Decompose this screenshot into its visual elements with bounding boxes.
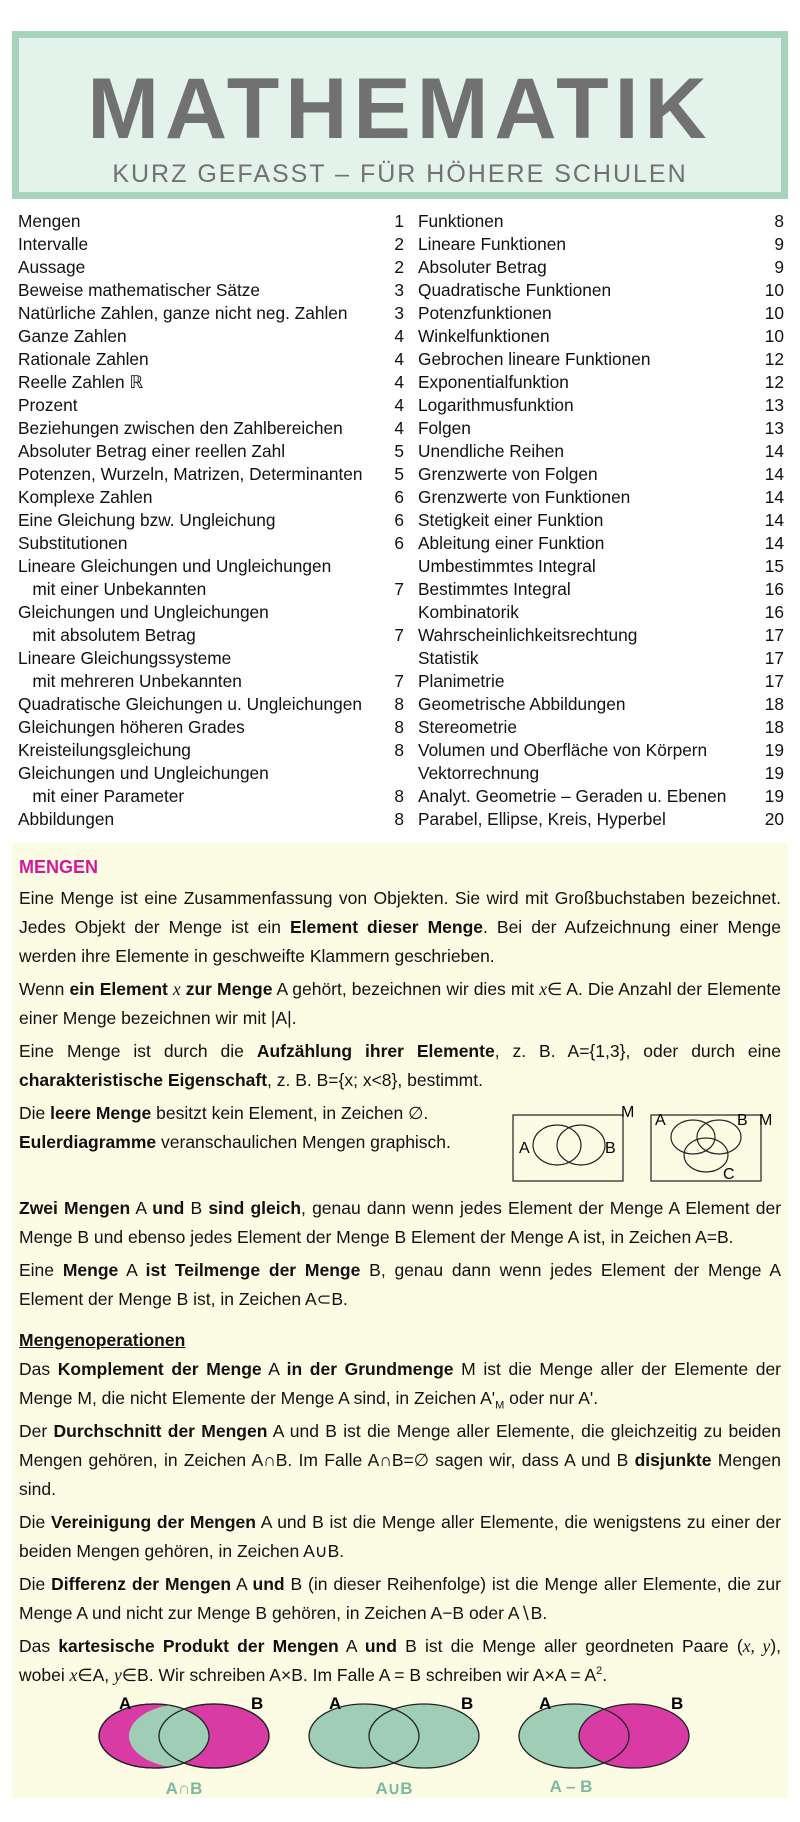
toc-entry-title: Gleichungen und Ungleichungen (18, 602, 269, 622)
toc-entry-title: Analyt. Geometrie – Geraden u. Ebenen (418, 786, 727, 806)
toc-entry-page: 19 (764, 786, 784, 806)
page-subtitle: KURZ GEFASST – FÜR HÖHERE SCHULEN (112, 160, 688, 188)
paragraph-eulerdiagramme: Eulerdiagramme veranschaulichen Mengen graphisch. (19, 1132, 451, 1152)
toc-right-column (418, 210, 784, 831)
toc-entry-title: Parabel, Ellipse, Kreis, Hyperbel (418, 809, 666, 829)
paragraph-differenz: Die Differenz der Mengen A und B (in dieser Reihenfolge) ist die Menge aller Elemente, die zur Menge A und nicht zur Menge B gehören, in Zeichen A−B oder A∖B. (19, 1574, 781, 1623)
toc-entry-page: 8 (394, 694, 404, 714)
toc-entry-page: 19 (764, 763, 784, 783)
toc-entry-title: Umbestimmtes Integral (418, 556, 596, 576)
toc-entry (418, 256, 784, 279)
toc-entry (418, 808, 784, 831)
toc-entry (18, 325, 404, 348)
toc-entry (18, 394, 404, 417)
toc-entry-page: 5 (394, 464, 404, 484)
euler-label-m2: M (759, 1112, 773, 1129)
toc-entry-title: Grenzwerte von Folgen (418, 464, 598, 484)
toc-entry-title: Komplexe Zahlen (18, 487, 153, 507)
toc-entry-page: 14 (764, 533, 784, 553)
toc-entry (18, 601, 404, 624)
toc-entry (18, 785, 404, 808)
page-title: MATHEMATIK (87, 61, 713, 157)
toc-entry-page: 3 (394, 280, 404, 300)
toc-entry (418, 417, 784, 440)
toc-entry (418, 394, 784, 417)
toc-entry-page: 10 (764, 280, 784, 300)
toc-entry-title: Quadratische Funktionen (418, 280, 612, 300)
euler-label-m: M (621, 1104, 635, 1121)
toc-entry-title: Eine Gleichung bzw. Ungleichung (18, 510, 276, 530)
toc-entry-page: 4 (394, 372, 404, 392)
euler-label-c2: C (723, 1166, 735, 1183)
toc-entry-page: 17 (764, 671, 784, 691)
toc-entry (18, 532, 404, 555)
toc-entry (418, 463, 784, 486)
toc-entry-title: Planimetrie (418, 671, 505, 691)
toc-entry-title: Rationale Zahlen (18, 349, 149, 369)
toc-entry-page: 9 (774, 257, 784, 277)
toc-entry (418, 509, 784, 532)
toc-entry (18, 670, 404, 693)
union-label-b: B (461, 1694, 474, 1713)
toc-entry-page: 8 (394, 740, 404, 760)
toc-entry (418, 302, 784, 325)
toc-entry-title: Gleichungen und Ungleichungen (18, 763, 269, 783)
paragraph-aufzaehlung: Eine Menge ist durch die Aufzählung ihrer Elemente, z. B. A={1,3}, oder durch eine charakteristische Eigenschaft, z. B. B={x; x<8}, bestimmt. (19, 1041, 781, 1090)
paragraph-kartesisch: Das kartesische Produkt der Mengen A und B ist die Menge aller geordneten Paare (x, y), wobei x∈A, y∈B. Wir schreiben A×B. Im Falle A = B schreiben wir $A\times A = A^2$. (19, 1636, 782, 1685)
toc-entry-page: 7 (394, 671, 404, 691)
toc-entry-page: 17 (764, 625, 784, 645)
toc-entry-title: Wahrscheinlichkeitsrechtung (418, 625, 638, 645)
toc-entry-title: Kreisteilungsgleichung (18, 740, 191, 760)
toc-entry-page: 14 (764, 510, 784, 530)
toc-entry (18, 762, 404, 785)
toc-entry-title: Exponentialfunktion (418, 372, 569, 392)
toc-entry (418, 762, 784, 785)
toc-entry-page: 12 (764, 372, 784, 392)
toc-entry (418, 486, 784, 509)
toc-entry (418, 785, 784, 808)
euler-text (19, 1099, 489, 1157)
toc-entry (18, 417, 404, 440)
union-caption: A∪B (375, 1779, 413, 1798)
toc-entry (18, 555, 404, 578)
paragraph-leere-menge: Die leere Menge besitzt kein Element, in Zeichen ∅. (19, 1103, 429, 1123)
toc-entry (418, 325, 784, 348)
section-title: MENGEN (19, 857, 99, 877)
paragraph-element: Wenn ein Element x zur Menge A gehört, bezeichnen wir dies mit x∈ A. Die Anzahl der Elemente einer Menge bezeichnen wir mit |A|. (19, 979, 781, 1028)
toc-entry-page (384, 601, 404, 624)
toc-entry (418, 532, 784, 555)
euler-label-b: B (605, 1140, 616, 1157)
toc-entry-page: 10 (764, 303, 784, 323)
toc-entry-page: 6 (394, 533, 404, 553)
euler-diagram-three-sets (651, 1112, 772, 1183)
toc-entry-title: Lineare Gleichungssysteme (18, 648, 232, 668)
toc-entry (18, 716, 404, 739)
toc-entry (418, 233, 784, 256)
toc-entry-title: Volumen und Oberfläche von Körpern (418, 740, 708, 760)
toc-entry (18, 693, 404, 716)
toc-entry-page: 2 (394, 234, 404, 254)
euler-diagram-two-sets (513, 1104, 634, 1181)
toc-entry-page: 3 (394, 303, 404, 323)
difference-diagram (519, 1694, 689, 1796)
toc-entry (18, 808, 404, 831)
toc-entry-page: 10 (764, 326, 784, 346)
intersection-label-a: A (119, 1694, 132, 1713)
toc-entry-title: Bestimmtes Integral (418, 579, 571, 599)
toc-entry-page: 15 (764, 556, 784, 576)
toc-entry-page: 8 (394, 786, 404, 806)
toc-entry-page: 18 (764, 694, 784, 714)
toc-entry-page: 20 (764, 809, 784, 829)
content-mengen (12, 843, 788, 1798)
paragraph-definition: Eine Menge ist eine Zusammenfassung von Objekten. Sie wird mit Großbuchstaben bezeichnet. Jedes Objekt der Menge ist ein Element dieser Menge. Bei der Aufzeichnung einer Menge werden ihre Elemente in geschweifte Klammern geschrieben. (19, 888, 781, 966)
toc-entry-title: Beziehungen zwischen den Zahlbereichen (18, 418, 343, 438)
intersection-caption: A∩B (165, 1779, 203, 1798)
toc-entry-title: mit einer Parameter (18, 786, 185, 806)
toc-entry (418, 716, 784, 739)
paragraph-durchschnitt: Der Durchschnitt der Mengen A und B ist die Menge aller Elemente, die gleichzeitig zu beiden Mengen gehören, in Zeichen A∩B. Im Falle A∩B=∅ sagen wir, dass A und B disjunkte Mengen sind. (19, 1421, 781, 1499)
toc-entry-title: mit absolutem Betrag (18, 625, 196, 645)
toc-entry-title: Substitutionen (18, 533, 128, 553)
toc-entry (418, 371, 784, 394)
toc-entry-page: 8 (774, 211, 784, 231)
toc-entry-page: 13 (764, 418, 784, 438)
toc-entry (18, 302, 404, 325)
toc-entry-title: Ganze Zahlen (18, 326, 127, 346)
toc-entry-page: 16 (764, 602, 784, 622)
euler-section (19, 1099, 781, 1194)
difference-label-b: B (671, 1694, 684, 1713)
set-operation-diagrams (19, 1694, 781, 1804)
toc-entry-page: 7 (394, 625, 404, 645)
toc-entry-title: Stereometrie (418, 717, 517, 737)
toc-entry-title: Lineare Funktionen (418, 234, 566, 254)
paragraph-vereinigung: Die Vereinigung der Mengen A und B ist die Menge aller Elemente, die wenigstens zu einer der beiden Mengen gehören, in Zeichen A∪B. (19, 1512, 781, 1561)
toc-entry (18, 624, 404, 647)
toc-entry-page (384, 762, 404, 785)
toc-entry-title: Kombinatorik (418, 602, 519, 622)
toc-entry (18, 509, 404, 532)
toc-entry (18, 578, 404, 601)
toc-entry (418, 693, 784, 716)
toc-entry-page: 2 (394, 257, 404, 277)
toc-entry (418, 578, 784, 601)
toc-entry-title: Winkelfunktionen (418, 326, 550, 346)
toc-entry-page: 13 (764, 395, 784, 415)
toc-entry-title: Intervalle (18, 234, 89, 254)
toc-entry-page: 4 (394, 395, 404, 415)
toc-entry-page: 4 (394, 418, 404, 438)
toc-entry-page: 16 (764, 579, 784, 599)
intersection-label-b: B (251, 1694, 264, 1713)
toc-entry (18, 739, 404, 762)
toc-entry-page: 18 (764, 717, 784, 737)
toc-entry-page: 4 (394, 349, 404, 369)
euler-circle-a2 (671, 1120, 715, 1154)
euler-label-b2: B (737, 1112, 748, 1129)
toc-entry (18, 486, 404, 509)
subsection-title: Mengenoperationen (19, 1330, 186, 1350)
intersection-diagram (99, 1694, 269, 1798)
toc-entry-title: Statistik (418, 648, 479, 668)
toc-entry-page: 6 (394, 487, 404, 507)
toc-entry-title: Stetigkeit einer Funktion (418, 510, 604, 530)
euler-circle-b2 (697, 1120, 741, 1154)
toc-entry-title: Potenzfunktionen (418, 303, 552, 323)
title-banner-inner (19, 38, 781, 192)
toc-entry-page: 8 (394, 809, 404, 829)
toc-entry-title: Unendliche Reihen (418, 441, 565, 461)
toc-entry-title: Reelle Zahlen ℝ (18, 372, 144, 392)
toc-entry-title: Logarithmusfunktion (418, 395, 574, 415)
toc-entry (18, 233, 404, 256)
toc-entry (418, 555, 784, 578)
toc-entry-title: Potenzen, Wurzeln, Matrizen, Determinanten (18, 464, 363, 484)
toc-entry-title: Geometrische Abbildungen (418, 694, 626, 714)
toc-entry-title: mit mehreren Unbekannten (18, 671, 242, 691)
toc-entry-page: 17 (764, 648, 784, 668)
toc-entry (418, 279, 784, 302)
union-diagram (309, 1694, 479, 1798)
toc-entry-page: 5 (394, 441, 404, 461)
toc-entry (18, 440, 404, 463)
toc-entry (418, 739, 784, 762)
toc-entry (18, 210, 404, 233)
toc-entry-title: Folgen (418, 418, 471, 438)
toc-entry (18, 371, 404, 394)
toc-entry-title: Aussage (18, 257, 86, 277)
paragraph-gleichheit: Zwei Mengen A und B sind gleich, genau dann wenn jedes Element der Menge A Element der Menge B und ebenso jedes Element der Menge B Element der Menge A ist, in Zeichen A=B. (19, 1198, 782, 1247)
toc-entry-page: 1 (394, 211, 404, 231)
toc-entry (18, 348, 404, 371)
toc-entry-title: Absoluter Betrag einer reellen Zahl (18, 441, 286, 461)
toc-entry-title: Beweise mathematischer Sätze (18, 280, 261, 300)
toc-entry (18, 647, 404, 670)
toc-entry (418, 440, 784, 463)
toc-entry (418, 210, 784, 233)
toc-entry (418, 624, 784, 647)
toc-entry-title: Gebrochen lineare Funktionen (418, 349, 651, 369)
toc-entry-title: Prozent (18, 395, 78, 415)
toc-entry-title: Funktionen (418, 211, 504, 231)
euler-diagrams (511, 1095, 781, 1185)
toc-entry-page: 4 (394, 326, 404, 346)
toc-entry-title: Lineare Gleichungen und Ungleichungen (18, 556, 332, 576)
difference-label-a: A (539, 1694, 552, 1713)
toc-entry-page: 19 (764, 740, 784, 760)
toc-entry-title: Grenzwerte von Funktionen (418, 487, 631, 507)
toc-entry-title: Absoluter Betrag (418, 257, 547, 277)
toc-entry-title: Abbildungen (18, 809, 115, 829)
euler-circle-c2 (684, 1138, 728, 1172)
toc-entry-page: 14 (764, 487, 784, 507)
paragraph-teilmenge: Eine Menge A ist Teilmenge der Menge B, genau dann wenn jedes Element der Menge A Element der Menge B ist, in Zeichen A⊂B. (19, 1260, 782, 1309)
toc-entry (418, 601, 784, 624)
toc-entry-page: 14 (764, 464, 784, 484)
toc-entry (18, 256, 404, 279)
toc-entry-title: Natürliche Zahlen, ganze nicht neg. Zahlen (18, 303, 348, 323)
toc-entry-page: 7 (394, 579, 404, 599)
paragraph-komplement: Das Komplement der Menge A in der Grundmenge M ist die Menge aller der Elemente der Menge M, die nicht Elemente der Menge A sind, in Zeichen $A'_M$ oder nur A'. (19, 1359, 782, 1412)
toc-entry (418, 670, 784, 693)
toc-entry-page: 9 (774, 234, 784, 254)
toc-left-column (18, 210, 404, 831)
toc-entry (18, 463, 404, 486)
toc-entry (418, 647, 784, 670)
toc-entry-title: Vektorrechnung (418, 763, 540, 783)
toc-entry-title: Mengen (18, 211, 81, 231)
toc-entry (18, 279, 404, 302)
toc-entry-page (384, 555, 404, 578)
union-label-a: A (329, 1694, 342, 1713)
euler-label-a: A (519, 1140, 530, 1157)
toc-entry-page: 8 (394, 717, 404, 737)
toc-entry-page (384, 647, 404, 670)
toc-entry-title: Gleichungen höheren Grades (18, 717, 245, 737)
toc-entry-title: Quadratische Gleichungen u. Ungleichungen (18, 694, 362, 714)
toc-entry (418, 348, 784, 371)
euler-label-a2: A (655, 1112, 666, 1129)
title-banner (12, 31, 788, 199)
difference-caption: A – B (549, 1777, 593, 1796)
toc-entry-title: mit einer Unbekannten (18, 579, 207, 599)
toc-entry-page: 6 (394, 510, 404, 530)
toc-entry-title: Ableitung einer Funktion (418, 533, 605, 553)
toc-entry-page: 12 (764, 349, 784, 369)
toc-entry-page: 14 (764, 441, 784, 461)
